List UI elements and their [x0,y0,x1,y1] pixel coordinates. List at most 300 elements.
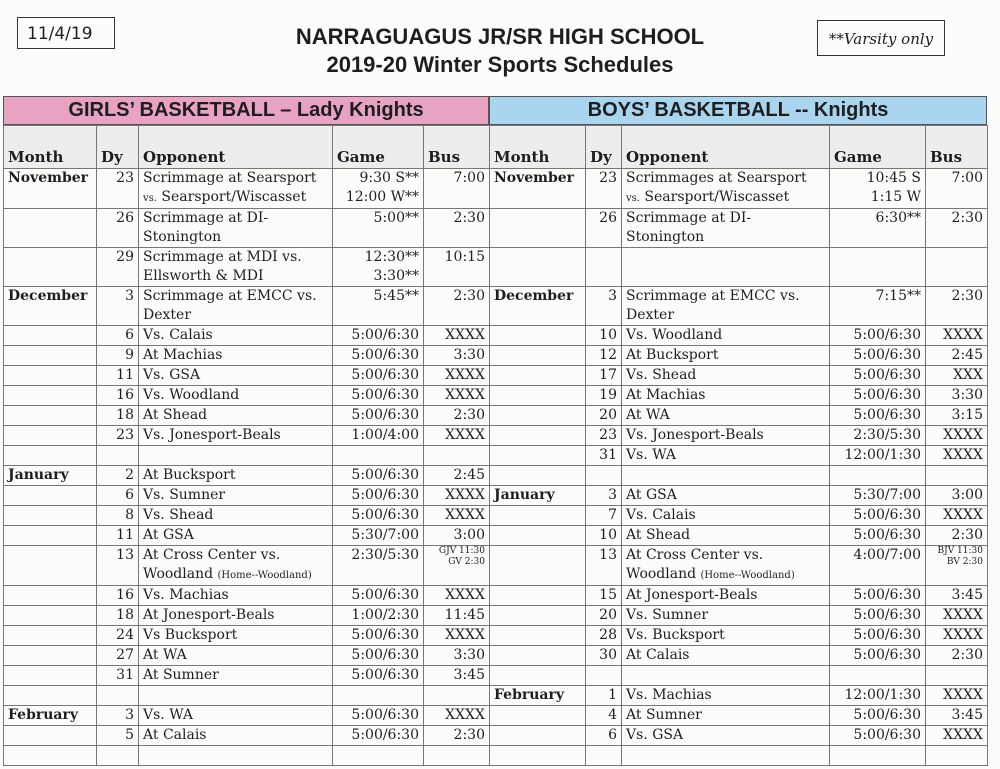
opponent-cell [139,426,333,446]
game-time-cell: 5:00/6:30 [830,326,926,346]
day-cell: 30 [586,646,622,666]
schedule-row [490,546,988,586]
opponent-text: At GSA [626,487,677,503]
opponent-cell [139,506,333,526]
opponent-text: Scrimmage at EMCC vs. Dexter [626,288,800,323]
opponent-note: vs. [626,193,640,204]
day-cell: 23 [586,169,622,209]
girls-header-row [4,126,490,169]
month-cell [4,406,97,426]
opponent-cell [622,506,830,526]
month-cell [490,666,586,686]
column-header-bus: Bus [424,126,490,169]
day-cell: 19 [586,386,622,406]
game-time-cell: 5:00** [333,209,424,248]
month-cell [490,626,586,646]
schedule-row [4,506,490,526]
month-cell: January [490,486,586,506]
bus-time-cell: 10:15 [424,248,490,287]
opponent-cell [139,726,333,746]
game-time-cell [333,446,424,466]
game-time-cell: 5:00/6:30 [333,586,424,606]
bus-time-cell: XXXX [424,706,490,726]
schedule-row [4,626,490,646]
bus-time-cell: 2:30 [424,287,490,326]
bus-time-cell: 7:00 [424,169,490,209]
opponent-text: Vs. Bucksport [626,627,725,643]
schedule-row [4,326,490,346]
bus-time-cell: BJV 11:30 BV 2:30 [926,546,988,586]
column-header-month: Month [490,126,586,169]
month-cell [4,209,97,248]
schedule-row [490,466,988,486]
bus-time-cell: XXXX [424,386,490,406]
bus-time-cell: XXXX [926,326,988,346]
day-cell: 5 [97,726,139,746]
month-cell [490,446,586,466]
opponent-cell [622,726,830,746]
schedule-row [4,209,490,248]
month-cell: December [490,287,586,326]
schedule-row [4,646,490,666]
opponent-text: Vs. Shead [143,507,214,523]
game-time-cell: 5:00/6:30 [830,586,926,606]
opponent-text: Vs. Sumner [626,607,709,623]
opponent-cell [622,406,830,426]
opponent-text: At Shead [143,407,208,423]
opponent-cell [622,326,830,346]
schedule-row [490,486,988,506]
opponent-cell [139,466,333,486]
day-cell: 1 [586,686,622,706]
game-time-cell: 5:00/6:30 [333,726,424,746]
schedule-row [490,686,988,706]
bus-time-cell: XXXX [424,326,490,346]
girls-table-body [4,169,490,766]
month-cell [4,446,97,466]
bus-time-cell: GJV 11:30 GV 2:30 [424,546,490,586]
day-cell: 11 [97,366,139,386]
bus-time-cell: XXXX [424,506,490,526]
month-cell [4,586,97,606]
game-time-cell: 5:00/6:30 [830,366,926,386]
schedule-row [4,169,490,209]
opponent-cell [622,486,830,506]
column-header-opponent: Opponent [622,126,830,169]
schedule-row [490,326,988,346]
bus-time-cell: 11:45 [424,606,490,626]
opponent-cell [139,586,333,606]
day-cell: 12 [586,346,622,366]
schedule-row [490,706,988,726]
opponent-text: At Jonesport-Beals [626,587,758,603]
month-cell [4,426,97,446]
month-cell: December [4,287,97,326]
boys-header-row [490,126,988,169]
game-time-cell: 6:30** [830,209,926,248]
game-time-cell: 5:00/6:30 [830,726,926,746]
opponent-cell [622,366,830,386]
opponent-cell [622,169,830,209]
game-time-cell: 5:00/6:30 [830,506,926,526]
bus-time-cell: 2:30 [926,287,988,326]
schedule-row [4,746,490,766]
schedule-row [4,466,490,486]
game-time-cell: 5:00/6:30 [333,366,424,386]
day-cell: 31 [586,446,622,466]
bus-time-cell: 2:45 [926,346,988,366]
bus-time-cell: XXXX [424,366,490,386]
bus-time-cell [926,666,988,686]
game-time-cell: 12:00/1:30 [830,686,926,706]
schedule-row [490,646,988,666]
opponent-text: Vs. Calais [143,327,213,343]
schedule-row [4,426,490,446]
day-cell [586,248,622,287]
day-cell: 27 [97,646,139,666]
month-cell [4,506,97,526]
opponent-cell [139,606,333,626]
opponent-text: Vs. WA [143,707,193,723]
day-cell: 28 [586,626,622,646]
month-cell [490,546,586,586]
month-cell [4,686,97,706]
opponent-cell [139,326,333,346]
column-header-bus: Bus [926,126,988,169]
game-time-cell: 12:00/1:30 [830,446,926,466]
bus-time-cell: 3:00 [424,526,490,546]
game-time-cell [830,466,926,486]
opponent-cell [622,526,830,546]
schedule-row [4,546,490,586]
column-header-opponent: Opponent [139,126,333,169]
schedule-row [4,706,490,726]
day-cell: 26 [586,209,622,248]
opponent-cell [622,746,830,766]
opponent-cell [139,346,333,366]
opponent-cell [139,486,333,506]
month-cell [490,466,586,486]
game-time-cell: 5:00/6:30 [830,706,926,726]
day-cell: 23 [586,426,622,446]
month-cell [490,586,586,606]
opponent-cell [622,466,830,486]
bus-time-cell: XXXX [926,726,988,746]
opponent-cell [139,209,333,248]
month-cell [4,726,97,746]
schedule-row [490,209,988,248]
day-cell: 17 [586,366,622,386]
month-cell [4,526,97,546]
opponent-text: Scrimmage at Searsport [143,170,317,186]
month-cell [4,626,97,646]
opponent-text: Vs. WA [626,447,676,463]
bus-time-cell: 3:45 [926,706,988,726]
day-cell: 23 [97,169,139,209]
bus-time-cell: 2:30 [424,726,490,746]
opponent-text: Vs. Woodland [143,387,240,403]
month-cell [490,526,586,546]
column-header-month: Month [4,126,97,169]
schedule-row [490,248,988,287]
schedule-row [490,586,988,606]
opponent-cell [139,706,333,726]
day-cell: 3 [586,486,622,506]
schedule-row [490,626,988,646]
game-time-cell: 5:00/6:30 [830,526,926,546]
month-cell [490,366,586,386]
schedule-row [4,287,490,326]
schedule-row [4,446,490,466]
opponent-cell [622,426,830,446]
opponent-text: Vs. Sumner [143,487,226,503]
opponent-cell [139,287,333,326]
month-cell [4,386,97,406]
bus-time-cell [424,746,490,766]
opponent-cell [139,666,333,686]
month-cell [490,426,586,446]
month-cell [490,506,586,526]
month-cell [490,646,586,666]
game-time-cell [333,746,424,766]
opponent-text: At GSA [143,527,194,543]
opponent-text: Scrimmage at EMCC vs. Dexter [143,288,317,323]
opponent-text: At Machias [626,387,706,403]
bus-time-cell [926,746,988,766]
opponent-text: At Machias [143,347,223,363]
bus-time-cell: 2:30 [926,526,988,546]
bus-time-cell: 3:45 [926,586,988,606]
game-time-cell: 5:00/6:30 [333,406,424,426]
game-time-cell: 2:30/5:30 [333,546,424,586]
schedule-row [4,386,490,406]
opponent-text: At Bucksport [143,467,236,483]
schedule-row [4,366,490,386]
opponent-text: Vs. Machias [143,587,229,603]
opponent-text: At Calais [143,727,207,743]
opponent-text: At Cross Center vs. Woodland [143,547,281,582]
boys-schedule-table [489,125,988,766]
day-cell: 18 [97,406,139,426]
day-cell: 20 [586,406,622,426]
schedule-row [490,169,988,209]
bus-time-cell: 2:30 [424,406,490,426]
opponent-cell [139,169,333,209]
day-cell: 6 [97,326,139,346]
bus-time-cell: 3:30 [424,346,490,366]
day-cell: 13 [97,546,139,586]
opponent-cell [139,686,333,706]
schedule-row [490,446,988,466]
opponent-note: vs. [143,193,157,204]
game-time-cell: 5:00/6:30 [333,706,424,726]
bus-time-cell: XXXX [926,626,988,646]
game-time-cell: 5:00/6:30 [333,386,424,406]
opponent-text: At Sumner [626,707,702,723]
opponent-cell [139,646,333,666]
bus-time-cell: 2:45 [424,466,490,486]
day-cell: 23 [97,426,139,446]
day-cell: 7 [586,506,622,526]
opponent-cell [139,386,333,406]
month-cell: February [4,706,97,726]
opponent-text: Vs. Calais [626,507,696,523]
schedule-row [490,606,988,626]
schedule-row [4,606,490,626]
game-time-cell: 2:30/5:30 [830,426,926,446]
day-cell: 24 [97,626,139,646]
girls-schedule-panel [3,96,489,766]
opponent-cell [622,287,830,326]
opponent-cell [622,626,830,646]
opponent-cell [139,248,333,287]
day-cell: 3 [586,287,622,326]
day-cell: 15 [586,586,622,606]
month-cell [4,346,97,366]
column-header-dy: Dy [97,126,139,169]
game-time-cell: 9:30 S** 12:00 W** [333,169,424,209]
game-time-cell: 5:00/6:30 [333,646,424,666]
bus-time-cell [926,466,988,486]
opponent-cell [622,248,830,287]
opponent-text: Scrimmages at Searsport [626,170,807,186]
opponent-text: At Cross Center vs. Woodland [626,547,764,582]
game-time-cell: 12:30** 3:30** [333,248,424,287]
game-time-cell [830,746,926,766]
schedule-row [490,287,988,326]
game-time-cell: 5:45** [333,287,424,326]
day-cell: 6 [586,726,622,746]
day-cell: 3 [97,706,139,726]
opponent-cell [139,526,333,546]
month-cell [490,209,586,248]
game-time-cell: 1:00/4:00 [333,426,424,446]
opponent-text: Vs. Jonesport-Beals [143,427,281,443]
opponent-cell [622,706,830,726]
bus-time-cell: 3:45 [424,666,490,686]
opponent-text: Vs. Shead [626,367,697,383]
game-time-cell: 5:00/6:30 [333,666,424,686]
opponent-cell [622,666,830,686]
month-cell [4,248,97,287]
schedule-row [490,366,988,386]
bus-time-cell: 3:15 [926,406,988,426]
schedule-row [490,386,988,406]
day-cell [97,446,139,466]
schedule-row [490,526,988,546]
bus-time-cell: 2:30 [424,209,490,248]
schedule-row [4,486,490,506]
bus-time-cell: 2:30 [926,646,988,666]
bus-time-cell: XXX [926,366,988,386]
opponent-text: Vs. Machias [626,687,712,703]
schedule-row [4,248,490,287]
opponent-text: Vs. Jonesport-Beals [626,427,764,443]
month-cell [4,746,97,766]
game-time-cell: 10:45 S 1:15 W [830,169,926,209]
bus-time-cell: XXXX [926,686,988,706]
bus-time-cell: XXXX [424,626,490,646]
opponent-text: Vs Bucksport [143,627,238,643]
opponent-text: At WA [626,407,670,423]
day-cell: 10 [586,526,622,546]
opponent-cell [139,546,333,586]
month-cell: November [4,169,97,209]
game-time-cell: 5:00/6:30 [830,606,926,626]
opponent-cell [622,346,830,366]
game-time-cell: 7:15** [830,287,926,326]
day-cell: 31 [97,666,139,686]
bus-time-cell [424,686,490,706]
boys-schedule-panel [489,96,987,766]
school-title: NARRAGUAGUS JR/SR HIGH SCHOOL [295,24,705,49]
schedule-row [490,726,988,746]
day-cell: 10 [586,326,622,346]
opponent-text: At Shead [626,527,691,543]
opponent-cell [622,209,830,248]
schedule-row [4,726,490,746]
schedule-row [490,746,988,766]
opponent-text-2: Searsport/Wiscasset [161,189,307,205]
boys-banner: BOYS’ BASKETBALL -- Knights [489,96,987,125]
day-cell [586,466,622,486]
schedule-subtitle: 2019-20 Winter Sports Schedules [326,52,674,77]
bus-time-cell: XXXX [424,586,490,606]
opponent-text: At Bucksport [626,347,719,363]
game-time-cell: 5:00/6:30 [830,406,926,426]
opponent-cell [139,746,333,766]
girls-banner: GIRLS’ BASKETBALL – Lady Knights [3,96,489,125]
schedule-row [490,406,988,426]
day-cell: 20 [586,606,622,626]
month-cell [4,486,97,506]
opponent-note: (Home--Woodland) [217,570,312,581]
opponent-note: (Home--Woodland) [700,570,795,581]
day-cell [97,746,139,766]
game-time-cell: 5:00/6:30 [830,386,926,406]
month-cell [490,386,586,406]
game-time-cell: 5:00/6:30 [333,346,424,366]
game-time-cell: 5:00/6:30 [333,326,424,346]
day-cell: 3 [97,287,139,326]
game-time-cell [333,686,424,706]
game-time-cell: 5:00/6:30 [333,626,424,646]
month-cell [490,726,586,746]
day-cell [586,746,622,766]
month-cell: February [490,686,586,706]
bus-time-cell [926,248,988,287]
day-cell: 2 [97,466,139,486]
opponent-text: Scrimmage at DI-Stonington [626,210,752,245]
schedule-row [4,526,490,546]
schedule-row [490,346,988,366]
game-time-cell: 5:00/6:30 [830,346,926,366]
schedule-row [490,666,988,686]
bus-time-cell: 7:00 [926,169,988,209]
opponent-cell [622,386,830,406]
day-cell [97,686,139,706]
schedule-row [4,346,490,366]
bus-time-cell: 3:30 [926,386,988,406]
day-cell: 16 [97,386,139,406]
bus-time-cell: XXXX [424,486,490,506]
month-cell [4,366,97,386]
opponent-cell [622,686,830,706]
game-time-cell: 4:00/7:00 [830,546,926,586]
opponent-text: Vs. GSA [626,727,684,743]
column-header-game: Game [830,126,926,169]
month-cell [490,606,586,626]
